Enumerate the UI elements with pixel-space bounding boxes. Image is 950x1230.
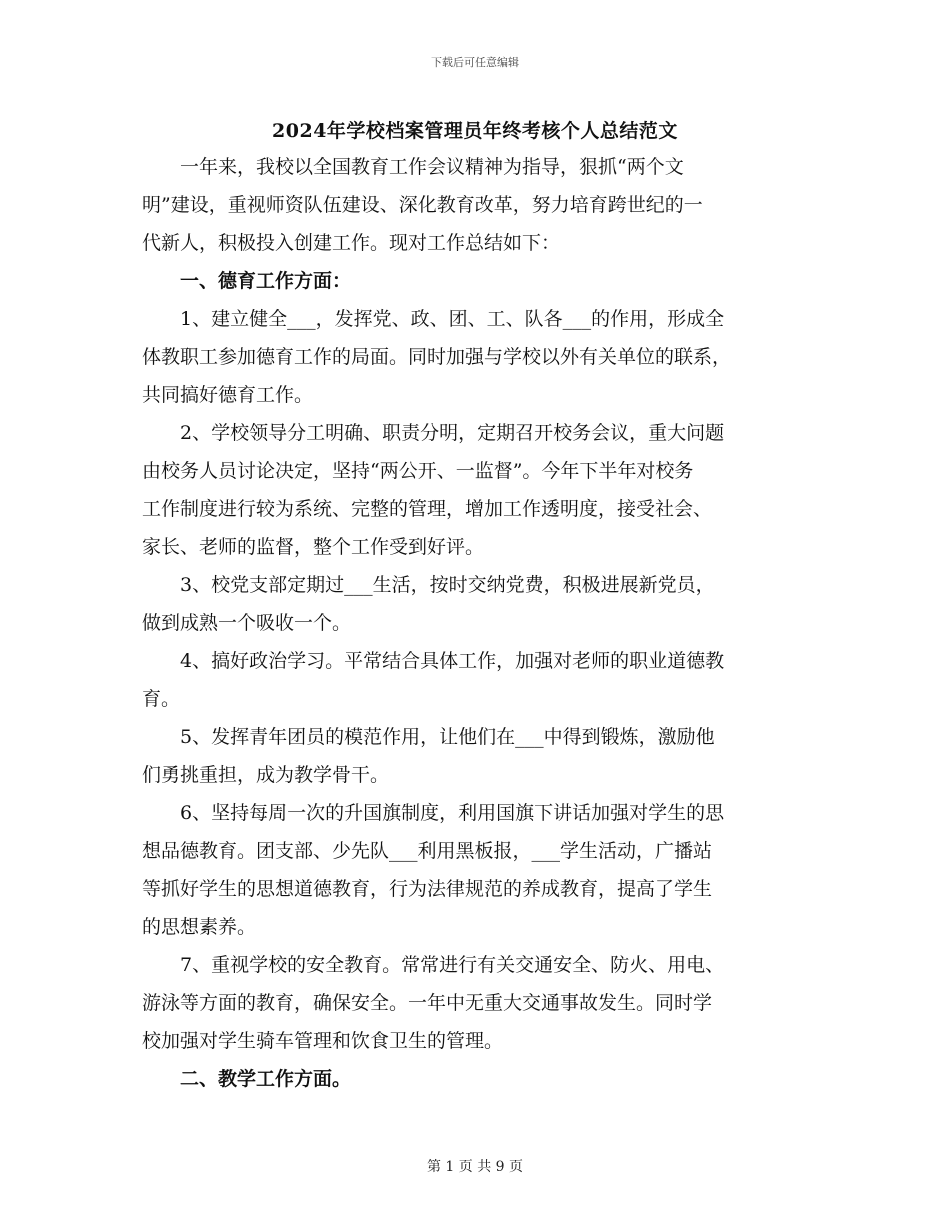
text-line: 游泳等方面的教育，确保安全。一年中无重大交通事故发生。同时学 — [142, 992, 713, 1014]
text-line: 共同搞好德育工作。 — [142, 384, 314, 406]
text-line: 做到成熟一个吸收一个。 — [142, 612, 352, 634]
text-line: 3、校党支部定期过___生活，按时交纳党费，积极进展新党员， — [180, 574, 715, 596]
list-item — [142, 718, 806, 794]
list-item — [142, 414, 806, 566]
text-line: 代新人，积极投入创建工作。现对工作总结如下： — [142, 232, 561, 254]
text-line: 5、发挥青年团员的模范作用，让他们在___中得到锻炼，激励他 — [180, 726, 715, 748]
list-item — [142, 946, 806, 1060]
text-line: 家长、老师的监督，整个工作受到好评。 — [142, 536, 485, 558]
list-item — [142, 566, 806, 642]
page-header: 下载后可任意编辑 — [431, 56, 519, 69]
document-title: 2024年学校档案管理员年终考核个人总结范文 — [272, 120, 678, 142]
text-line: 明”建设，重视师资队伍建设、深化教育改革，努力培育跨世纪的一 — [142, 194, 703, 216]
list-item — [142, 642, 806, 718]
text-line: 2、学校领导分工明确、职责分明，定期召开校务会议，重大问题 — [180, 422, 725, 444]
text-line: 们勇挑重担，成为教学骨干。 — [142, 764, 390, 786]
document-body — [142, 148, 806, 1098]
text-line: 6、坚持每周一次的升国旗制度，利用国旗下讲话加强对学生的思 — [180, 802, 725, 824]
text-line: 一年来，我校以全国教育工作会议精神为指导，狠抓“两个文 — [180, 156, 684, 178]
text-line: 工作制度进行较为系统、完整的管理，增加工作透明度，接受社会、 — [142, 498, 713, 520]
page-footer: 第 1 页 共 9 页 — [426, 1159, 524, 1175]
text-line: 4、搞好政治学习。平常结合具体工作，加强对老师的职业道德教 — [180, 650, 725, 672]
section-heading-moral: 一、德育工作方面： — [180, 270, 352, 292]
text-line: 由校务人员讨论决定，坚持“两公开、一监督”。今年下半年对校务 — [142, 460, 694, 482]
text-line: 的思想素养。 — [142, 916, 257, 938]
text-line: 1、建立健全___，发挥党、政、团、工、队各___的作用，形成全 — [180, 308, 725, 330]
text-line: 7、重视学校的安全教育。常常进行有关交通安全、防火、用电、 — [180, 954, 725, 976]
text-line: 校加强对学生骑车管理和饮食卫生的管理。 — [142, 1030, 504, 1052]
text-line: 体教职工参加德育工作的局面。同时加强与学校以外有关单位的联系， — [142, 346, 732, 368]
text-line: 等抓好学生的思想道德教育，行为法律规范的养成教育，提高了学生 — [142, 878, 713, 900]
section-heading-teaching: 二、教学工作方面。 — [180, 1068, 352, 1090]
text-line: 想品德教育。团支部、少先队___利用黑板报，___学生活动，广播站 — [142, 840, 713, 862]
list-item — [142, 794, 806, 946]
text-line: 育。 — [142, 688, 181, 710]
intro-paragraph — [142, 148, 806, 262]
list-item — [142, 300, 806, 414]
